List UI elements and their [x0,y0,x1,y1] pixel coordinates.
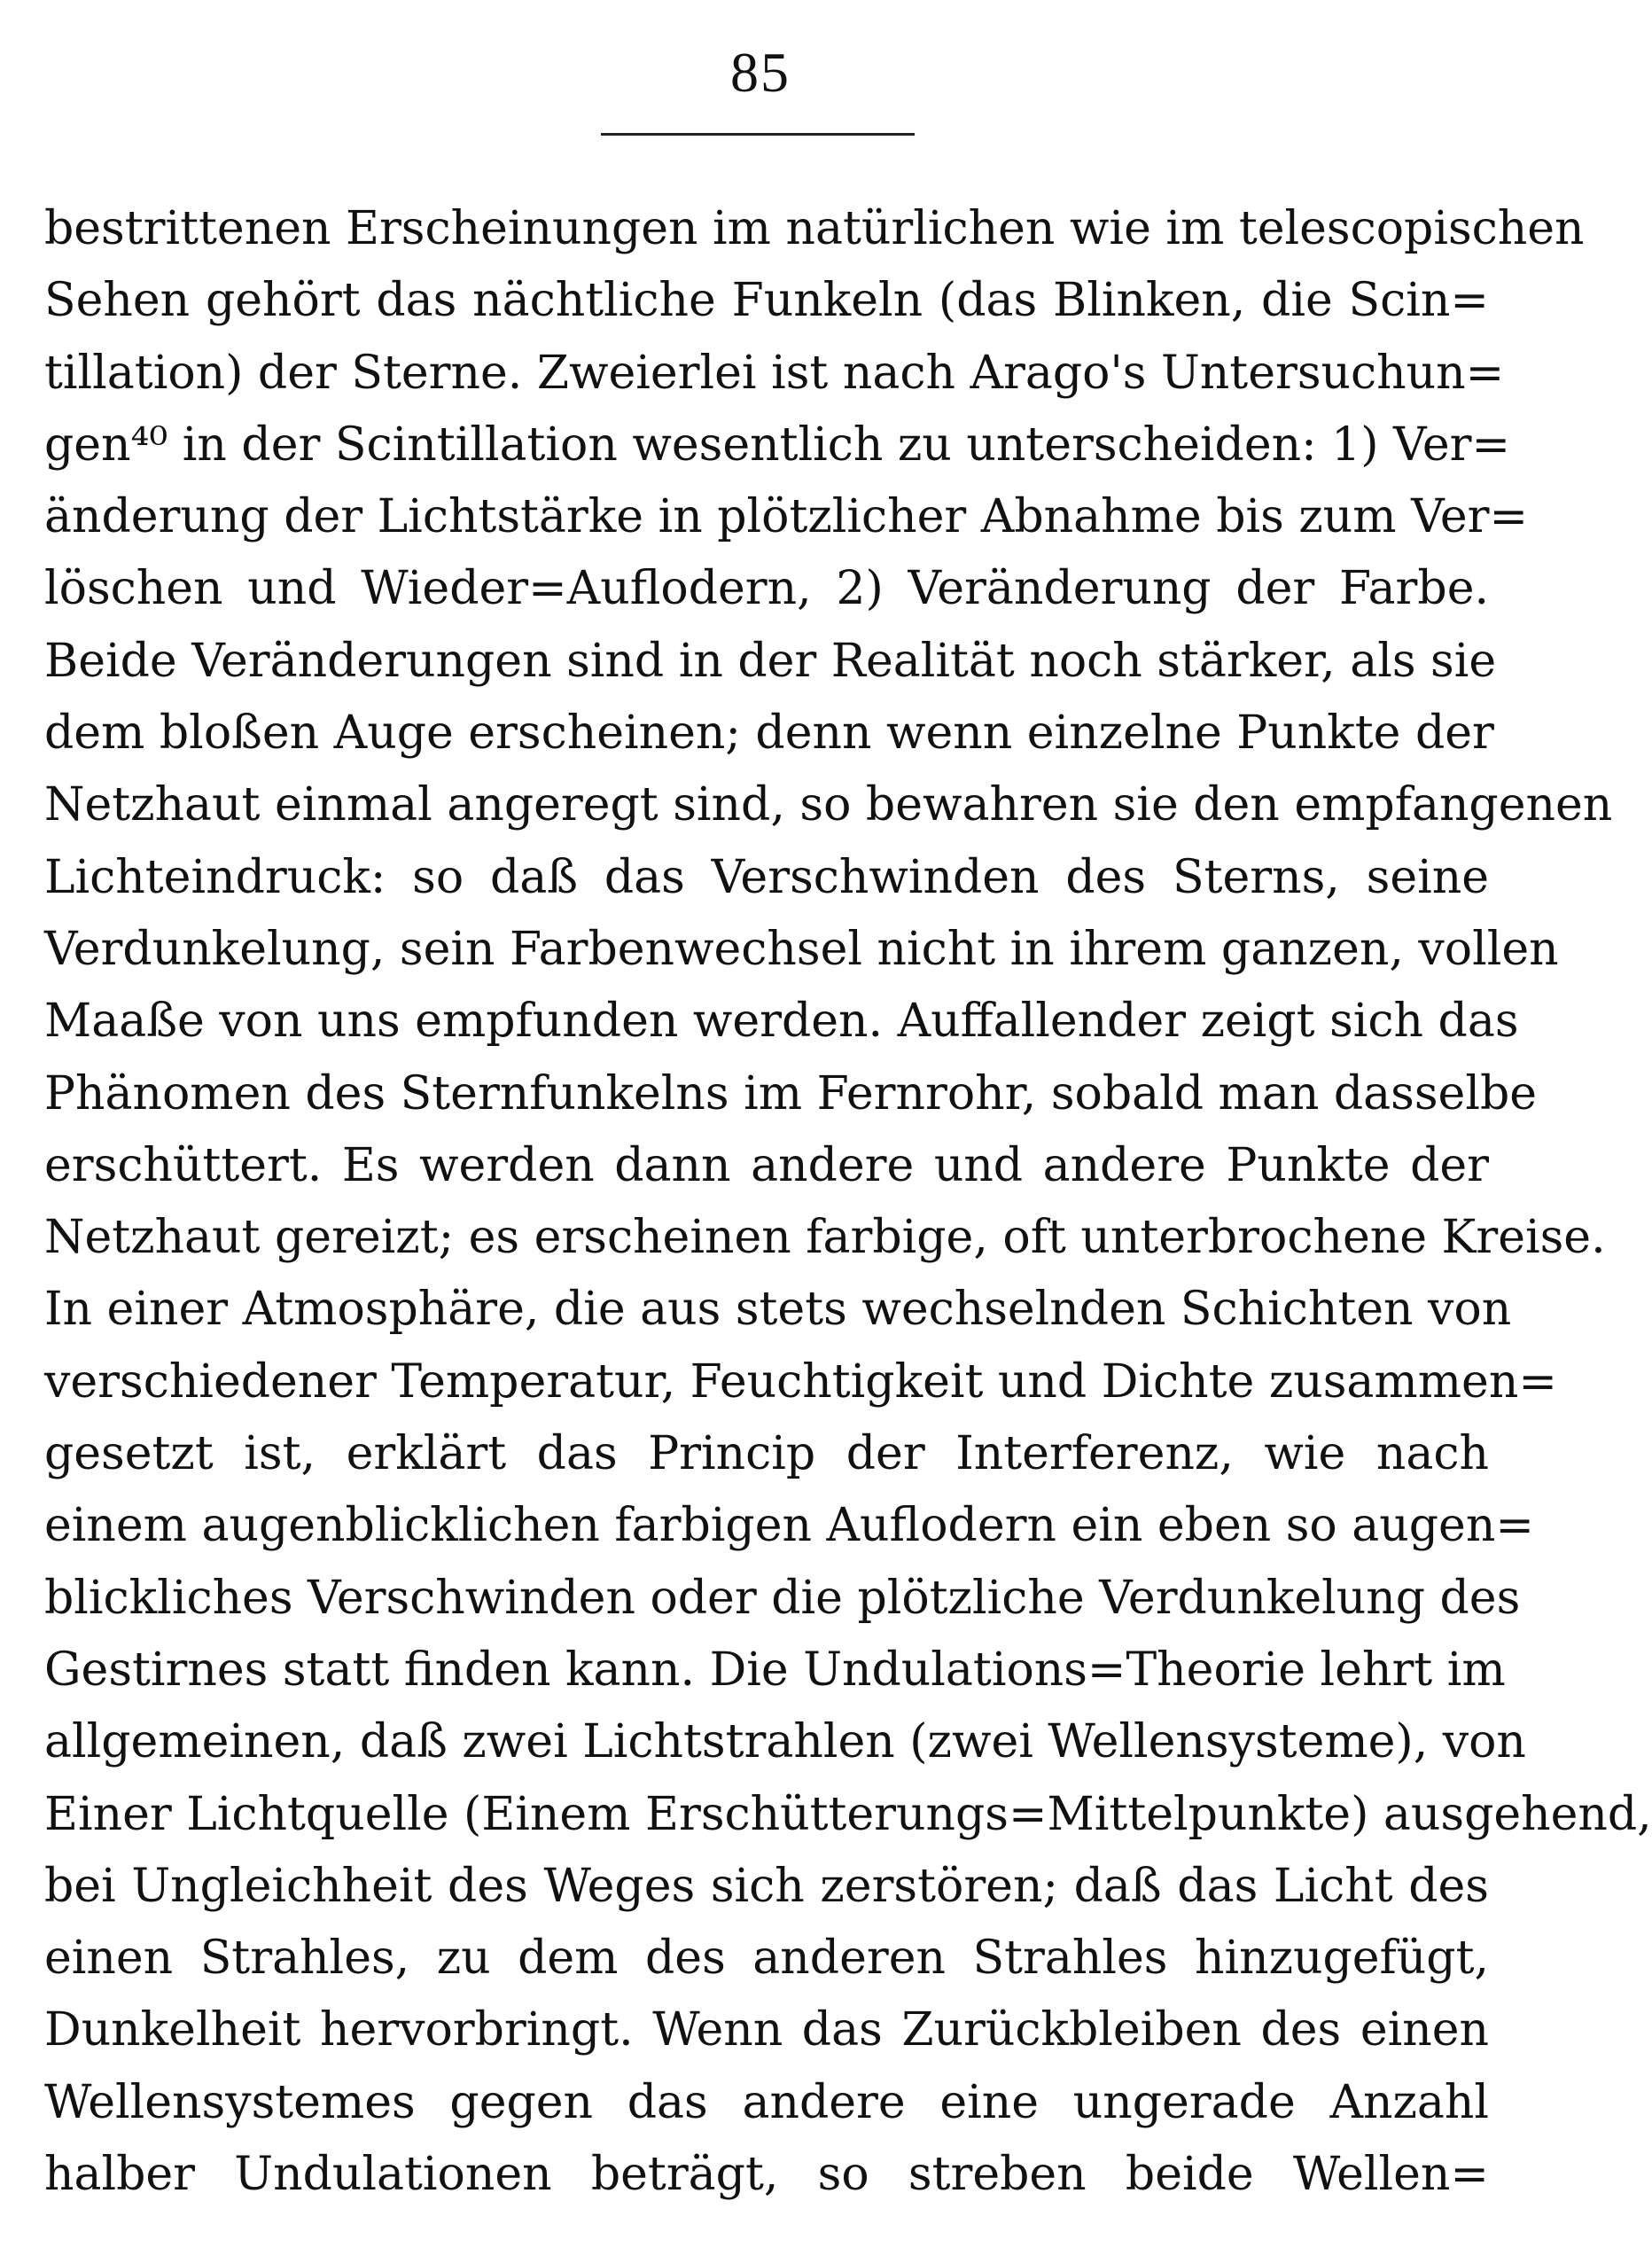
body-text [44,193,1652,2211]
text-line: Lichteindruck: so daß das Verschwinden des Sterns, seine [44,850,1489,904]
text-line: In einer Atmosphäre, die aus stets wechselnden Schichten von [44,1283,1512,1337]
text-line: Phänomen des Sternfunkelns im Fernrohr, sobald man dasselbe [44,1066,1538,1120]
text-line: Verdunkelung, sein Farbenwechsel nicht in ihrem ganzen, vollen [44,922,1559,976]
text-line: Wellensystemes gegen das andere eine ungerade Anzahl [44,2075,1489,2129]
text-line: gen⁴⁰ in der Scintillation wesentlich zu unterscheiden: 1) Ver= [44,418,1511,472]
text-line: allgemeinen, daß zwei Lichtstrahlen (zwei Wellensysteme), von [44,1715,1526,1769]
text-line: dem bloßen Auge erscheinen; denn wenn einzelne Punkte der [44,706,1494,761]
header-rule [601,133,915,136]
text-line: bestrittenen Erscheinungen im natürlichen wie im telescopischen [44,202,1585,255]
text-line: Beide Veränderungen sind in der Realität noch stärker, als sie [44,634,1497,688]
text-line: einem augenblicklichen farbigen Auflodern ein eben so augen= [44,1499,1534,1553]
text-line: tillation) der Sterne. Zweierlei ist nach Arago's Untersuchun= [44,346,1505,400]
text-line: blickliches Verschwinden oder die plötzliche Verdunkelung des [44,1571,1521,1625]
text-line: verschiedener Temperatur, Feuchtigkeit und Dichte zusammen= [44,1354,1557,1409]
text-line: halber Undulationen beträgt, so streben beide Wellen= [44,2148,1489,2202]
text-line: änderung der Lichtstärke in plötzlicher Abnahme bis zum Ver= [44,490,1529,544]
page-number: 85 [730,41,791,104]
text-line: bei Ungleichheit des Weges sich zerstören; daß das Licht des [44,1859,1489,1913]
text-line: gesetzt ist, erklärt das Princip der Interferenz, wie nach [44,1427,1489,1481]
text-line: löschen und Wieder=Auflodern, 2) Veränderung der Farbe. [44,562,1489,616]
text-line: Netzhaut gereizt; es erscheinen farbige, oft unterbrochene Kreise. [44,1211,1606,1265]
text-line: Dunkelheit hervorbringt. Wenn das Zurückbleiben des einen [44,2003,1489,2057]
text-line: erschüttert. Es werden dann andere und andere Punkte der [44,1138,1489,1192]
text-line: einen Strahles, zu dem des anderen Strahles hinzugefügt, [44,1932,1489,1986]
text-line: Maaße von uns empfunden werden. Auffallender zeigt sich das [44,995,1519,1049]
text-line: Netzhaut einmal angeregt sind, so bewahren sie den empfangenen [44,778,1613,832]
text-line: Gestirnes statt finden kann. Die Undulations=Theorie lehrt im [44,1643,1506,1697]
text-line: Sehen gehört das nächtliche Funkeln (das Blinken, die Scin= [44,274,1489,328]
text-line: Einer Lichtquelle (Einem Erschütterungs=Mittelpunkte) ausgehend, [44,1787,1652,1841]
